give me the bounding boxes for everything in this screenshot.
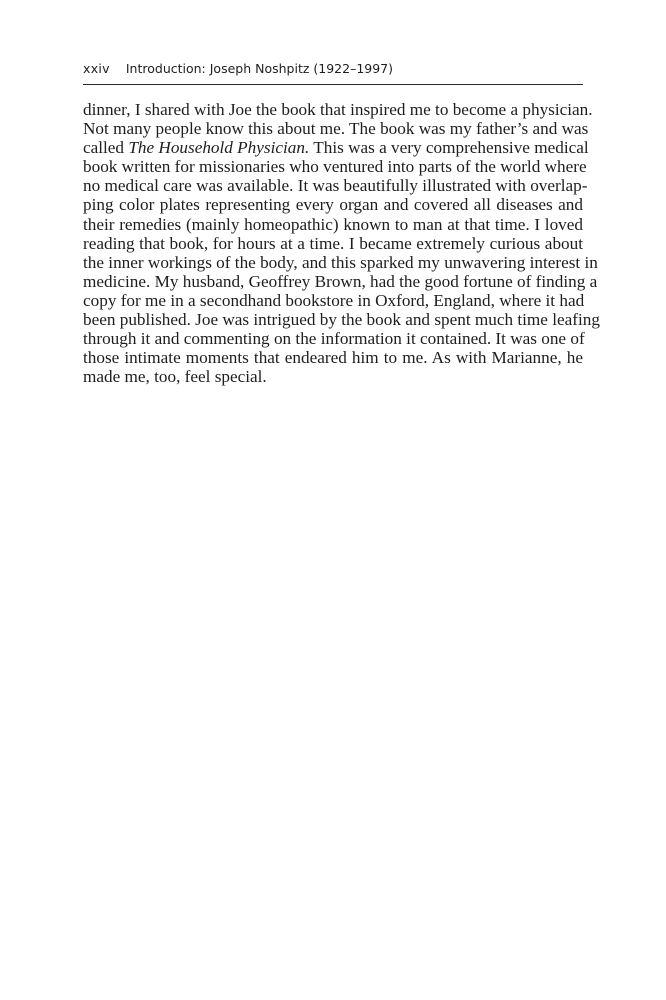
chapter-title: Introduction: Joseph Noshpitz (1922–1997)	[125, 61, 394, 76]
text-line: made me, too, feel special.	[83, 367, 267, 387]
body-paragraph	[83, 100, 600, 387]
text-segment: called	[83, 138, 129, 158]
text-line	[83, 138, 589, 158]
text-line: ping color plates representing every organ and covered all diseases and	[83, 195, 583, 215]
text-line: book written for missionaries who ventured into parts of the world where	[83, 157, 587, 177]
text-line: no medical care was available. It was beautifully illustrated with overlap-	[83, 176, 588, 196]
text-line: copy for me in a secondhand bookstore in Oxford, England, where it had	[83, 290, 585, 310]
text-line: dinner, I shared with Joe the book that inspired me to become a physician.	[83, 100, 593, 119]
text-line: through it and commenting on the information it contained. It was one of	[83, 329, 585, 349]
text-line: been published. Joe was intrigued by the book and spent much time leafing	[83, 310, 600, 330]
text-line: those intimate moments that endeared him to me. As with Marianne, he	[83, 348, 583, 368]
book-title: The Household Physician.	[128, 138, 310, 158]
text-line: Not many people know this about me. The book was my father’s and was	[83, 119, 589, 139]
text-line: medicine. My husband, Geoffrey Brown, had the good fortune of finding a	[83, 271, 598, 291]
text-line: the inner workings of the body, and this sparked my unwavering interest in	[83, 252, 598, 272]
text-line: their remedies (mainly homeopathic) known to man at that time. I loved	[83, 214, 583, 234]
text-segment: This was a very comprehensive medical	[309, 138, 589, 158]
running-header	[83, 60, 583, 85]
page-number: xxiv	[83, 61, 110, 76]
text-line: reading that book, for hours at a time. I became extremely curious about	[83, 233, 583, 253]
